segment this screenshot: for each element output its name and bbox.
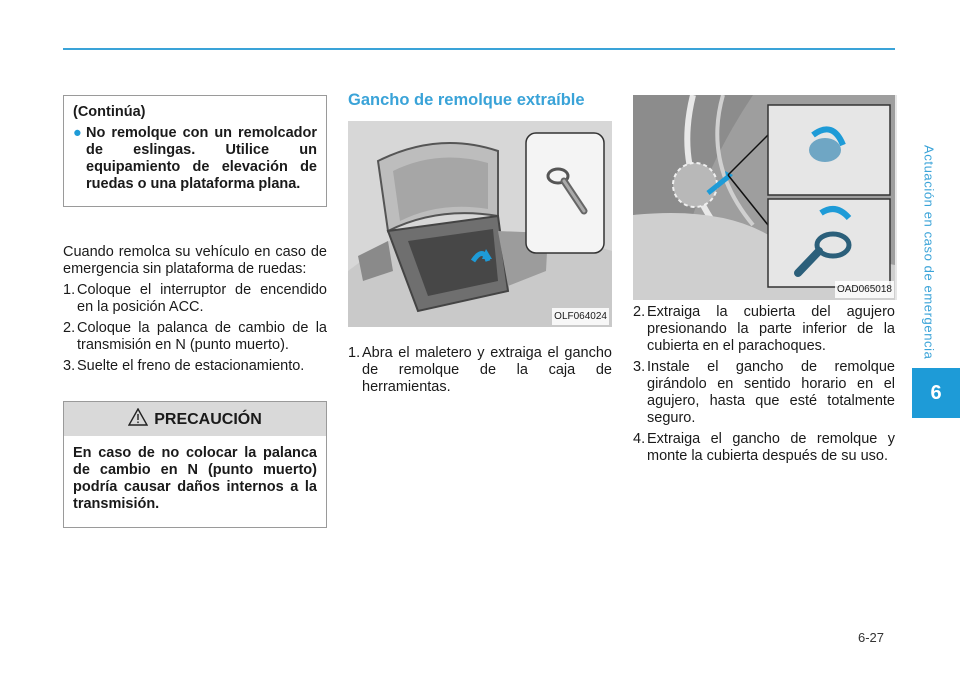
step-number: 2. <box>633 304 646 320</box>
step-number: 2. <box>63 320 76 336</box>
step-item <box>633 304 895 355</box>
step-item <box>63 282 327 316</box>
step-number: 1. <box>63 282 76 298</box>
section-title: Gancho de remolque extraíble <box>348 91 585 109</box>
page-number: 6-27 <box>858 630 885 645</box>
step-text: Instale el gancho de remolque girándolo en sentido horario en el agujero, hasta que esté totalmente seguro. <box>647 359 895 426</box>
intro-paragraph: Cuando remolca su vehículo en caso de emergencia sin plataforma de ruedas: <box>63 244 327 277</box>
step-item <box>633 431 895 465</box>
step-text: Suelte el freno de estacionamiento. <box>77 358 305 374</box>
step-number: 4. <box>633 431 646 447</box>
step-item <box>63 358 327 375</box>
header-rule <box>63 48 895 50</box>
figure-code: OAD065018 <box>835 281 894 298</box>
open-trunk-illustration <box>348 121 612 327</box>
step-number: 3. <box>633 359 646 375</box>
figure-code: OLF064024 <box>552 308 609 325</box>
chapter-side-title: Actuación en caso de emergencia <box>921 145 937 360</box>
bumper-figure <box>633 95 897 300</box>
step-text: Extraiga el gancho de remolque y monte la cubierta después de su uso. <box>647 431 895 464</box>
note-bullet-item <box>73 125 317 193</box>
step-number: 3. <box>63 358 76 374</box>
step-text: Coloque la palanca de cambio de la transmisión en N (punto muerto). <box>77 320 327 353</box>
step-text: Coloque el interruptor de encendido en la posición ACC. <box>77 282 327 315</box>
bullet-icon: ● <box>73 125 82 141</box>
caution-text: En caso de no colocar la palanca de cambio en N (punto muerto) podría causar daños internos a la transmisión. <box>73 445 317 512</box>
caution-header <box>64 402 326 436</box>
caution-box <box>63 401 327 528</box>
continued-note-box <box>63 95 327 207</box>
note-header: (Continúa) <box>73 104 146 120</box>
step-item <box>348 345 612 396</box>
step-item <box>633 359 895 427</box>
step-item <box>63 320 327 354</box>
bumper-hook-illustration <box>633 95 895 300</box>
right-column <box>633 95 895 465</box>
step-text: Abra el maletero y extraiga el gancho de remolque de la caja de herramientas. <box>362 345 612 395</box>
trunk-figure <box>348 121 612 327</box>
chapter-tab[interactable]: 6 <box>912 368 960 418</box>
step-number: 1. <box>348 345 361 361</box>
warning-triangle-icon <box>128 408 148 430</box>
caution-title: PRECAUCIÓN <box>154 410 262 428</box>
left-column <box>63 95 327 528</box>
step-text: Extraiga la cubierta del agujero presionando la parte inferior de la cubierta en el parachoques. <box>647 304 895 354</box>
middle-column <box>348 92 612 396</box>
note-bullet-text: No remolque con un remolcador de eslingas. Utilice un equipamiento de elevación de ruedas o una plataforma plana. <box>86 125 317 192</box>
